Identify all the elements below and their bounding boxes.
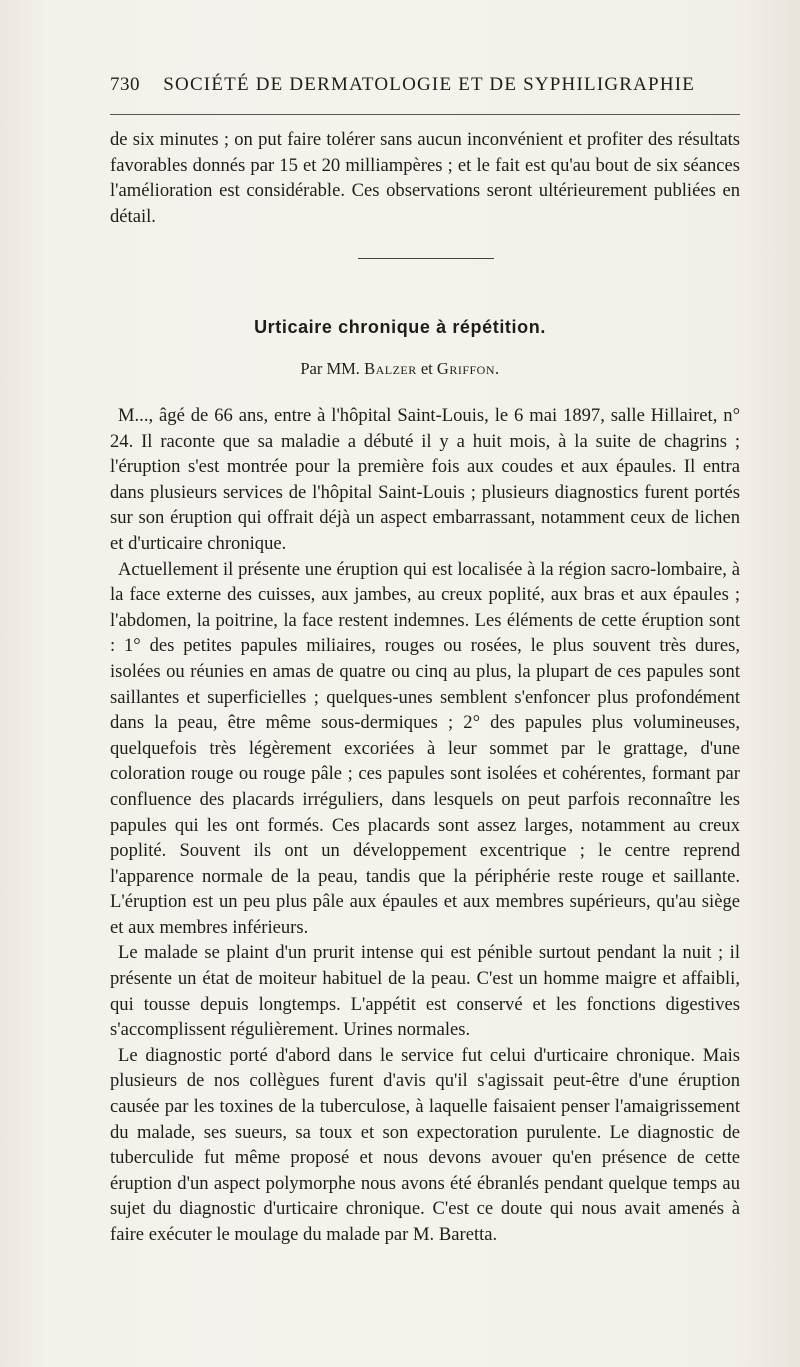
section-authors <box>0 359 800 379</box>
running-header <box>110 74 740 96</box>
authors-conjunction: et <box>420 359 433 378</box>
author-griffon: Griffon. <box>436 359 500 378</box>
author-balzer: Balzer <box>364 359 417 378</box>
authors-prefix: Par MM. <box>300 359 360 378</box>
article-body <box>110 403 740 1248</box>
paragraph-case-history: M..., âgé de 66 ans, entre à l'hôpital Saint-Louis, le 6 mai 1897, salle Hillairet, n° 24. Il raconte que sa maladie a débuté il y a huit mois, à la suite de chagrins ; l'éruption s'est montrée pour la première fois aux coudes et aux épaules. Il entra dans plusieurs services de l'hôpital Saint-Louis ; plusieurs diagnostics furent portés sur son éruption qui offrait déjà un aspect embarrassant, notamment ceux de lichen et d'urticaire chronique. <box>110 405 740 554</box>
section-title: Urticaire chronique à répétition. <box>254 317 546 337</box>
paragraph-diagnosis: Le diagnostic porté d'abord dans le service fut celui d'urticaire chronique. Mais plusieurs de nos collègues furent d'avis qu'il s'agissait peut-être d'une éruption causée par les toxines de la tuberculose, à laquelle faisaient penser l'amaigrissement du malade, ses sueurs, sa toux et son expectoration purulente. Le diagnostic de tuberculide fut même proposé et nous devons avouer qu'en présence de cette éruption d'un aspect polymorphe nous avons été ébranlés pendant quelque temps au sujet du diagnostic d'urticaire chronique. C'est ce doute qui nous avait amenés à faire exécuter le moulage du malade par M. Baretta. <box>110 1044 740 1245</box>
running-title: SOCIÉTÉ DE DERMATOLOGIE ET DE SYPHILIGRAPHIE <box>163 74 696 95</box>
intro-paragraph: de six minutes ; on put faire tolérer sans aucun inconvénient et profiter des résultats favorables donnés par 15 et 20 milliampères ; et le fait est qu'au bout de six séances l'amélioration est considérable. Ces observations seront ultérieurement publiées en détail. <box>110 129 740 227</box>
section-divider <box>358 258 494 259</box>
paragraph-symptoms: Le malade se plaint d'un prurit intense qui est pénible surtout pendant la nuit ; il présente un état de moiteur habituel de la peau. C'est un homme maigre et affaibli, qui tousse depuis longtemps. L'appétit est conservé et les fonctions digestives s'accomplissent régulièrement. Urines normales. <box>110 942 740 1041</box>
intro-text <box>110 127 740 229</box>
paragraph-eruption-description: Actuellement il présente une éruption qui est localisée à la région sacro-lombaire, à la face externe des cuisses, aux jambes, au creux poplité, aux bras et aux épaules ; l'abdomen, la poitrine, la face restent indemnes. Les éléments de cette éruption sont : 1° des petites papules miliaires, rouges ou rosées, le plus souvent très dures, isolées ou réunies en amas de quatre ou cinq au plus, la plupart de ces papules sont saillantes et superficielles ; quelques-unes semblent s'enfoncer plus profondément dans la peau, être même sous-dermiques ; 2° des papules plus volumineuses, quelquefois très légèrement excoriées à leur sommet par le grattage, d'une coloration rouge ou rouge pâle ; ces papules sont isolées et cohérentes, formant par confluence des placards irréguliers, dans lesquels on peut parfois reconnaître les papules qui les ont formés. Ces placards sont assez larges, notamment au creux poplité. Souvent ils ont un développement excentrique ; le centre reprend l'apparence normale de la peau, tandis que la périphérie reste rouge et saillante. L'éruption est un peu plus pâle aux épaules et aux membres supérieurs, qu'au siège et aux membres inférieurs. <box>110 558 740 938</box>
page-number: 730 <box>110 74 140 95</box>
header-rule <box>110 114 740 115</box>
